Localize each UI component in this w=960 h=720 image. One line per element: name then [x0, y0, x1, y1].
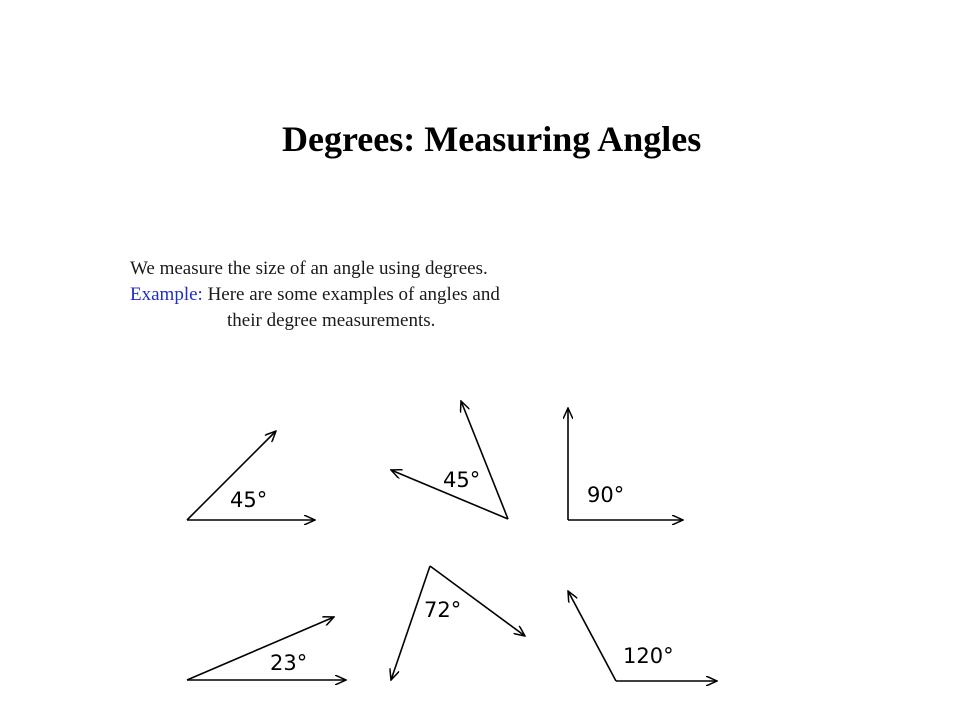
angle-1	[187, 431, 315, 520]
intro-line: We measure the size of an angle using degrees.	[130, 258, 488, 279]
angle-6-ray-diagonal	[568, 591, 616, 681]
angle-5	[391, 566, 525, 680]
angle-2-ray-up	[461, 401, 508, 519]
angle-6-label: 120°	[623, 644, 674, 668]
angle-5-label: 72°	[424, 598, 462, 622]
angle-4-label: 23°	[270, 651, 308, 675]
angle-4	[187, 617, 346, 680]
slide-title: Degrees: Measuring Angles	[282, 119, 702, 159]
example-text-line1: Here are some examples of angles and	[202, 284, 500, 305]
angle-2-label: 45°	[443, 468, 481, 492]
angle-3-label: 90°	[587, 483, 625, 507]
example-label: Example:	[130, 284, 203, 305]
angle-3	[568, 408, 683, 520]
angle-5-ray-down	[391, 566, 430, 680]
angle-6	[568, 591, 717, 681]
angle-2	[391, 401, 508, 519]
angle-4-ray-diagonal	[187, 617, 334, 680]
angle-1-label: 45°	[230, 488, 268, 512]
example-text-line2: their degree measurements.	[227, 310, 436, 331]
